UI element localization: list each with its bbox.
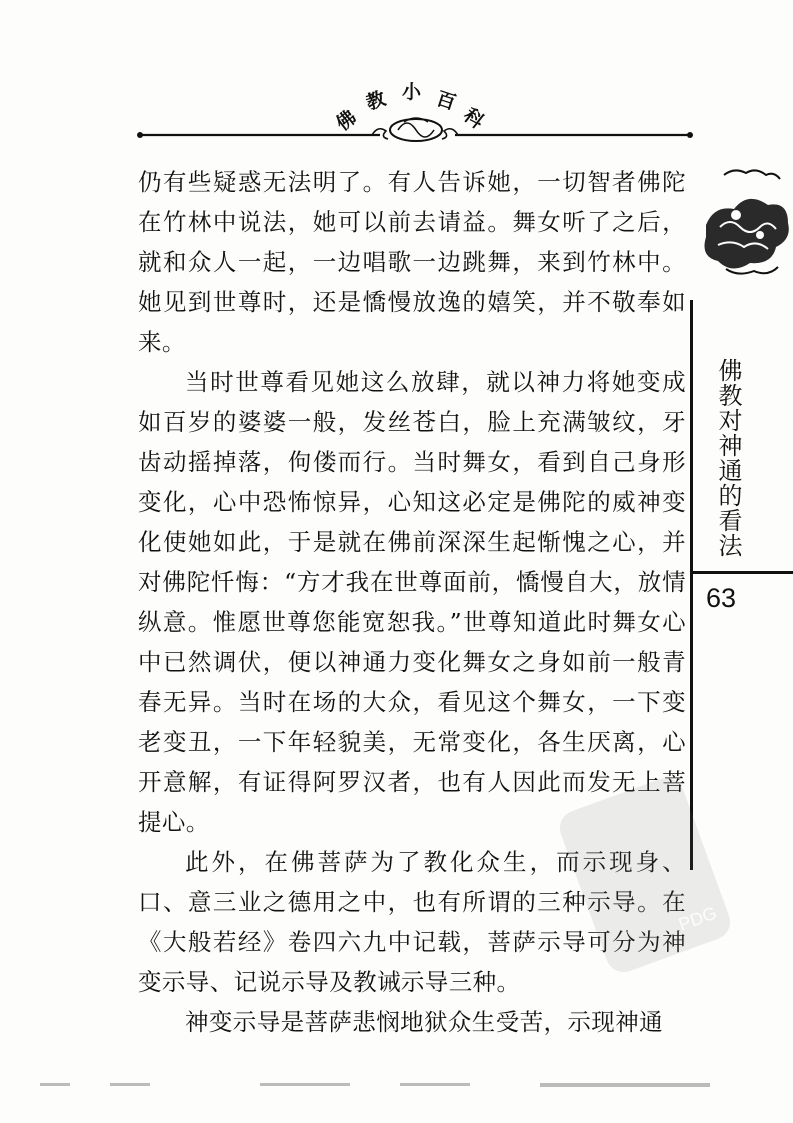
header-title-char-5: 科 (459, 104, 488, 134)
watermark-text: PDG (675, 902, 720, 935)
header-title-char-3: 小 (402, 81, 422, 103)
paragraph-2: 当时世尊看见她这么放肆，就以神力将她变成如百岁的婆婆一般，发丝苍白，脸上充满皱纹，牙齿动摇掉落，佝偻而行。当时舞女，看到自己身形变化，心中恐怖惊异，心知这必定是佛陀的威神变化使她如此，于是就在佛前深深生起惭愧之心，并对佛陀忏悔：“方才我在世尊面前，憍慢自大，放情纵意。惟愿世尊您能宽恕我。”世尊知道此时舞女心中已然调伏，便以神通力变化舞女之身如前一般青春无异。当时在场的大众，看见这个舞女，一下变老变丑，一下年轻貌美，无常变化，各生厌离，心开意解，有证得阿罗汉者，也有人因此而发无上菩提心。 (138, 368, 686, 836)
paragraph-4: 神变示导是菩萨悲悯地狱众生受苦，示现神通 (185, 1008, 663, 1036)
scan-noise (0, 1075, 793, 1095)
page-number: 63 (706, 583, 737, 613)
chapter-title: 佛教对神通的看法 (714, 358, 742, 558)
header-title-char-2: 教 (363, 87, 389, 115)
header-title-char-1: 佛 (332, 106, 361, 136)
page-header (0, 0, 793, 160)
header-ornament (0, 0, 793, 160)
side-horizontal-rule (690, 571, 793, 574)
paragraph-3: 此外，在佛菩萨为了教化众生，而示现身、口、意三业之德用之中，也有所谓的三种示导。在《大般若经》卷四六九中记载，菩萨示导可分为神变示导、记说示导及教诫示导三种。 (138, 848, 686, 996)
paragraph-1: 仍有些疑惑无法明了。有人告诉她，一切智者佛陀在竹林中说法，她可以前去请益。舞女听了之后，就和众人一起，一边唱歌一边跳舞，来到竹林中。她见到世尊时，还是憍慢放逸的嬉笑，并不敬奉如来。 (138, 168, 686, 356)
cloud-ornament-icon (696, 165, 793, 295)
watermark-stamp (560, 770, 730, 980)
header-title-char-4: 百 (433, 87, 459, 115)
